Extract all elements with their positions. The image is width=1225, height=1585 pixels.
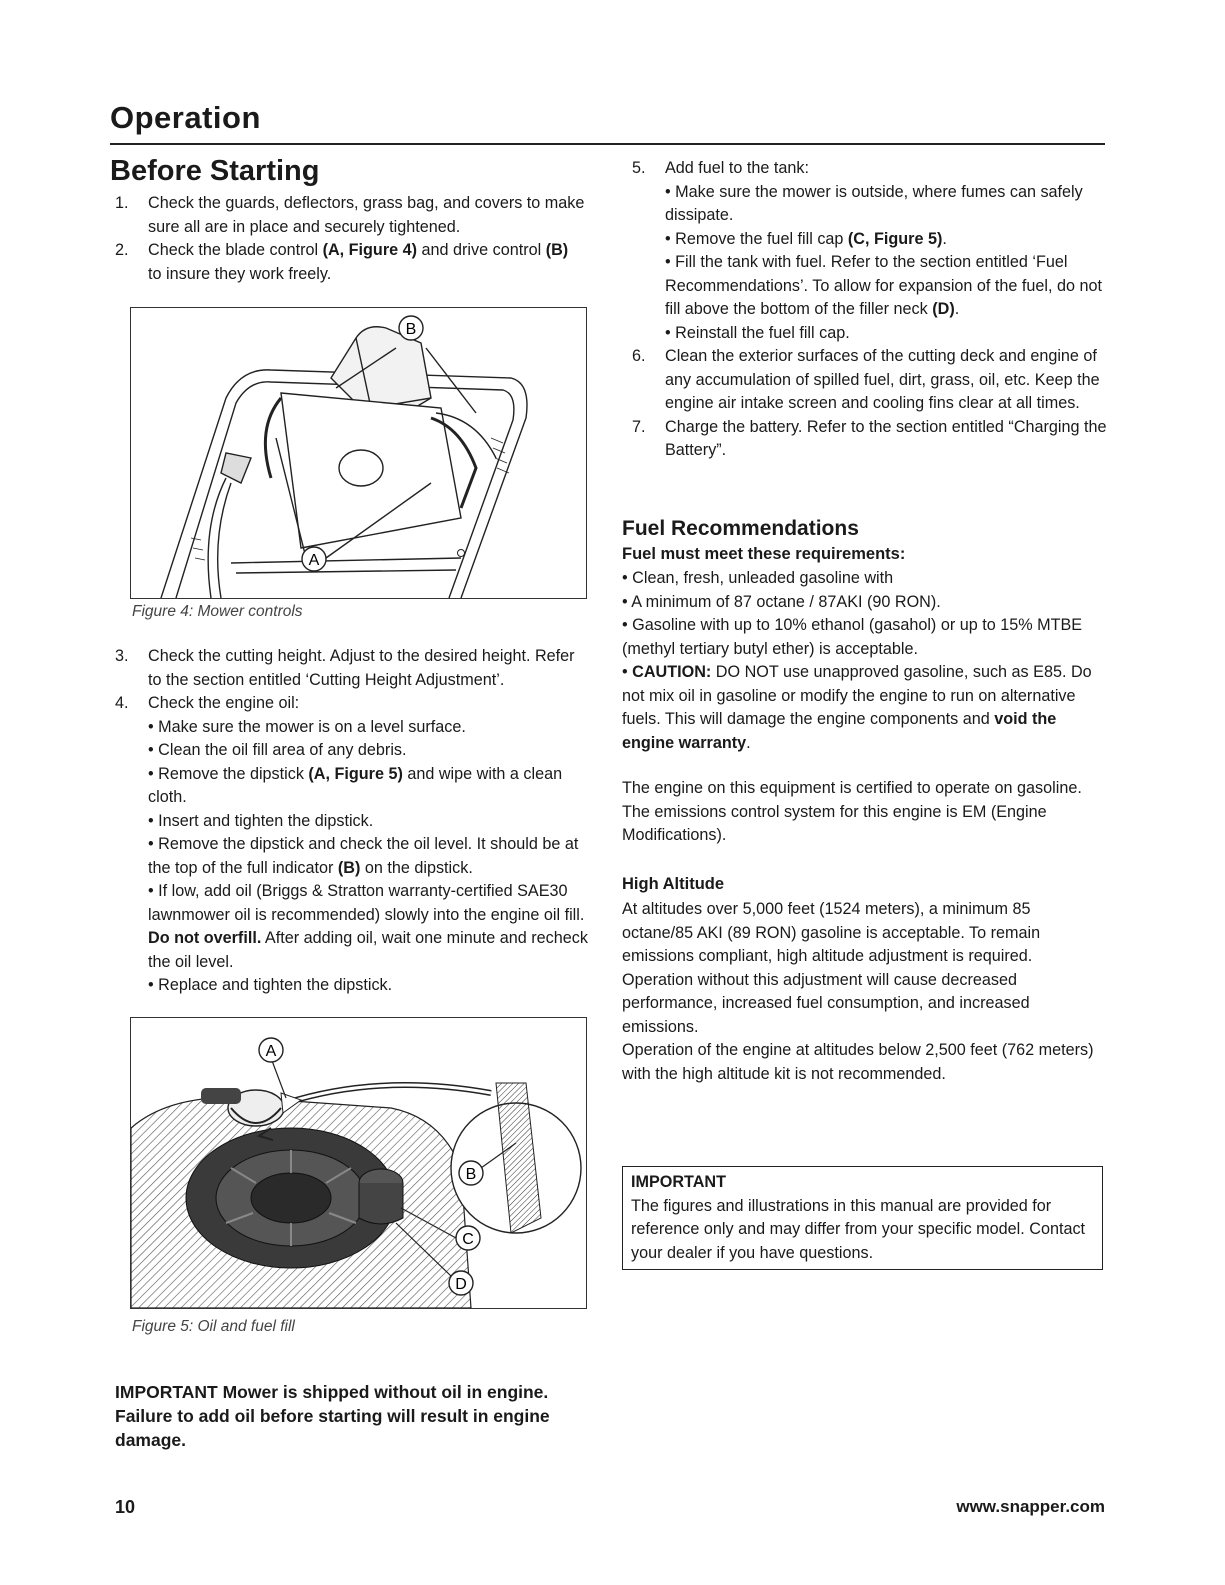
heading-before-starting: Before Starting	[110, 155, 320, 187]
heading-fuel-recommendations: Fuel Recommendations	[622, 517, 859, 540]
step-text: Clean the exterior surfaces of the cutting deck and engine of any accumulation of spilled fuel, dirt, grass, oil, etc. Keep the engine air intake screen and cooling fins clear at all times.	[665, 347, 1100, 412]
bullet-text: After adding oil, wait one minute and recheck the oil level.	[148, 929, 588, 971]
step-text: Charge the battery. Refer to the section entitled “Charging the Battery”.	[665, 417, 1107, 459]
step-3	[115, 645, 590, 692]
steps-5-7	[632, 157, 1112, 463]
step-text: and drive control	[417, 241, 546, 259]
requirement: • A minimum of 87 octane / 87AKI (90 RON).	[622, 592, 941, 611]
callout-c-label: C	[462, 1231, 474, 1248]
step-7	[632, 416, 1112, 463]
step-text: Check the guards, deflectors, grass bag, and covers to make sure all are in place and securely tightened.	[148, 194, 585, 236]
bullet	[148, 763, 590, 810]
caution-label: CAUTION:	[632, 663, 712, 681]
callout-d-label: D	[455, 1276, 467, 1293]
step-text: to insure they work freely.	[148, 264, 332, 283]
bullet-text: .	[942, 229, 947, 248]
important-callout-box	[622, 1166, 1103, 1270]
callout-b-label: B	[465, 1166, 477, 1183]
bullet-text: DO NOT use unapproved gasoline, such as E85. Do not mix oil in gasoline or modify the engine to run on alternative fuels. This will damage the engine components and	[622, 663, 1092, 728]
steps-3-4	[115, 645, 590, 998]
figure-4-mower-controls	[130, 307, 587, 599]
requirement: • Gasoline with up to 10% ethanol (gasahol) or up to 15% MTBE (methyl tertiary butyl ether) is acceptable.	[622, 616, 1083, 658]
requirement	[622, 661, 1100, 755]
altitude-paragraph-1: At altitudes over 5,000 feet (1524 meters), a minimum 85 octane/85 AKI (89 RON) gasoline is acceptable. To remain emissions compliant, high altitude adjustment is required. Operation without this adjustment will cause decreased performance, increased fuel consumption, and increased emissions.	[622, 900, 1041, 1036]
bullet	[665, 251, 1112, 322]
header-rule	[110, 143, 1105, 145]
step-number: 7.	[632, 417, 646, 436]
step-text: Add fuel to the tank:	[665, 159, 809, 177]
step-text: Check the blade control	[148, 241, 323, 259]
step-5	[632, 157, 1112, 345]
callout-a-label: A	[308, 552, 320, 569]
bullet	[665, 228, 1112, 252]
figure-ref: (B)	[545, 241, 569, 259]
step-1	[115, 192, 585, 239]
step-number: 6.	[632, 347, 646, 365]
figure-5-oil-fuel-fill	[130, 1017, 587, 1309]
section-title: Operation	[110, 100, 261, 135]
step-number: 4.	[115, 694, 129, 712]
bullet: • Make sure the mower is on a level surface.	[148, 717, 466, 736]
callout-a-label: A	[265, 1043, 277, 1060]
footer-url: www.snapper.com	[956, 1497, 1105, 1516]
requirement: • Clean, fresh, unleaded gasoline with	[622, 569, 894, 587]
bullet-text: • Fill the tank with fuel. Refer to the section entitled ‘Fuel Recommendations’. To allow for expansion of the fuel, do not fill above the bottom of the filler neck	[665, 253, 1103, 318]
figure-5-caption: Figure 5: Oil and fuel fill	[132, 1318, 295, 1335]
bullet-text: • If low, add oil (Briggs & Stratton warranty-certified SAE30 lawnmower oil is recommended) slowly into the engine oil fill.	[148, 882, 585, 924]
step-6	[632, 345, 1112, 416]
mower-controls-illustration	[131, 308, 586, 598]
bullet-text: • Remove the dipstick	[148, 764, 309, 783]
subheading-fuel-requirements: Fuel must meet these requirements:	[622, 545, 906, 563]
bullet	[148, 880, 590, 974]
high-altitude-text	[622, 898, 1100, 1086]
bullet: • Clean the oil fill area of any debris.	[148, 741, 407, 759]
step-4	[115, 692, 590, 998]
steps-1-2	[115, 192, 585, 286]
warning-text: Do not overfill.	[148, 929, 262, 947]
fuel-requirements-list	[622, 567, 1100, 848]
callout-text: The figures and illustrations in this manual are provided for reference only and may differ from your specific model. Contact your dealer if you have questions.	[631, 1196, 1086, 1262]
callout-title: IMPORTANT	[631, 1173, 727, 1191]
warranty-warning: void the engine warranty	[622, 710, 1057, 752]
fuel-certification-paragraph: The engine on this equipment is certified to operate on gasoline. The emissions control system for this engine is EM (Engine Modifications).	[622, 779, 1082, 844]
bullet-text: • Remove the dipstick and check the oil level. It should be at the top of the full indicator	[148, 835, 579, 877]
step-text: Check the cutting height. Adjust to the desired height. Refer to the section entitled ‘Cutting Height Adjustment’.	[148, 647, 575, 689]
step-text: Check the engine oil:	[148, 694, 300, 712]
bullet-text: on the dipstick.	[360, 858, 473, 877]
step-2	[115, 239, 585, 286]
step-number: 3.	[115, 647, 129, 665]
figure-ref: (C, Figure 5)	[847, 229, 943, 248]
bullet	[148, 833, 590, 880]
altitude-paragraph-2: Operation of the engine at altitudes below 2,500 feet (762 meters) with the high altitude kit is not recommended.	[622, 1041, 1094, 1083]
page-number: 10	[115, 1497, 136, 1517]
bullet: • Insert and tighten the dipstick.	[148, 811, 374, 830]
bullet-text: .	[746, 733, 751, 752]
figure-ref: (A, Figure 5)	[308, 764, 403, 783]
figure-ref: (A, Figure 4)	[322, 241, 418, 259]
bullet-text: .	[954, 300, 960, 318]
bullet: • Reinstall the fuel fill cap.	[665, 323, 850, 342]
oil-fuel-fill-illustration	[131, 1018, 586, 1308]
figure-4-caption: Figure 4: Mower controls	[132, 603, 303, 620]
bullet: • Replace and tighten the dipstick.	[148, 976, 393, 994]
bullet: • Make sure the mower is outside, where fumes can safely dissipate.	[665, 182, 1083, 224]
step-number: 1.	[115, 194, 129, 212]
bullet-text: •	[622, 663, 633, 681]
important-oil-warning: IMPORTANT Mower is shipped without oil in engine. Failure to add oil before starting will result in engine damage.	[115, 1382, 550, 1450]
step-number: 2.	[115, 241, 129, 259]
step-number: 5.	[632, 159, 646, 177]
figure-ref: (D)	[932, 300, 955, 318]
bullet-text: and wipe with a clean cloth.	[148, 764, 563, 806]
callout-b-label: B	[405, 321, 417, 338]
heading-high-altitude: High Altitude	[622, 875, 725, 893]
bullet-text: • Remove the fuel fill cap	[665, 229, 848, 248]
figure-ref: (B)	[337, 858, 361, 877]
